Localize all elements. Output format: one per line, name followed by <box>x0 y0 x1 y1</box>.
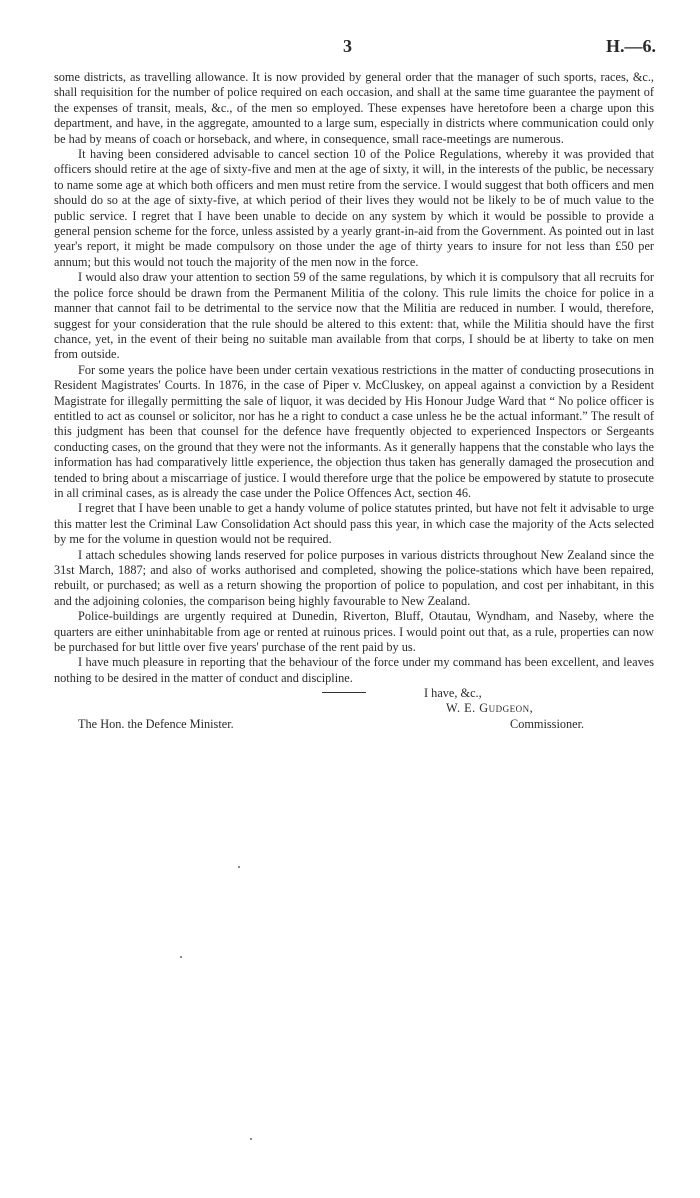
paragraph-behaviour: I have much pleasure in reporting that the behaviour of the force under my command has been excellent, and leaves nothing to be desired in the matter of conduct and discipline. <box>54 655 654 685</box>
report-body <box>54 70 654 748</box>
end-rule <box>322 692 366 693</box>
paragraph-schedules: I attach schedules showing lands reserved for police purposes in various districts throughout New Zealand since the 31st March, 1887; and also of works authorised and completed, showing the police-stations which have been repaired, rebuilt, or purchased; as well as a return showing the proportion of police to population, and cost per inhabitant, in this and the adjoining colonies, the comparison being highly favourable to New Zealand. <box>54 547 654 608</box>
scan-speck <box>238 866 240 868</box>
scan-speck <box>250 1138 252 1140</box>
paragraph-militia-recruits: I would also draw your attention to section 59 of the same regulations, by which it is compulsory that all recruits for the police force should be drawn from the Permanent Militia of the colony. This rule limits the choice for police in a manner that cannot fail to be detrimental to the service now that the Militia are reduced in number. I would, therefore, suggest for your consideration that the rule should be altered to this extent: that, while the Militia should have the first chance, yet, in the event of their being no suitable man available from that corps, I should be at liberty to take on men from outside. <box>54 270 654 362</box>
paragraph-police-statutes: I regret that I have been unable to get a handy volume of police statutes printed, but have not felt it advisable to urge this matter lest the Criminal Law Consolidation Act should pass this year, in which case the majority of the Acts selected by me for the volume in question would not be required. <box>54 501 654 547</box>
letter-closing <box>54 686 654 748</box>
paragraph-travelling-allowance: some districts, as travelling allowance. It is now provided by general order that the manager of such sports, races, &c., shall requisition for the number of police required on each occasion, and shall at the same time guarantee the payment of the expenses of transit, meals, &c., of the men so employed. These expenses have heretofore been a charge upon this department, and have, in the aggregate, amounted to a large sum, especially in districts where communication could only be had by means of coach or horseback, and where, in consequence, small race-meetings are numerous. <box>54 70 654 146</box>
document-reference: H.—6. <box>605 36 656 56</box>
page-header <box>0 36 700 60</box>
salutation: I have, &c., <box>424 686 482 701</box>
scan-speck <box>180 956 182 958</box>
paragraph-prosecutions: For some years the police have been under certain vexatious restrictions in the matter of conducting prosecutions in Resident Magistrates' Courts. In 1876, in the case of Piper v. McCluskey, on appeal against a conviction by a Resident Magistrate for illegally permitting the sale of liquor, it was decided by His Honour Judge Ward that “ No police officer is entitled to act as counsel or solicitor, nor has he a right to conduct a case unless he be the actual informant.” The result of this judgment has been that counsel for the defence have frequently objected to experienced Inspectors or Sergeants conducting cases, on the ground that they were not the informants. As it generally happens that the constable who lays the information has had comparatively little experience, the objection thus taken has generally damaged the prosecution and tended to bring about a miscarriage of justice. I would therefore urge that the police be empowered by statute to prosecute in all criminal cases, as is already the case under the Police Offences Act, section 46. <box>54 362 654 500</box>
paragraph-police-buildings: Police-buildings are urgently required at Dunedin, Riverton, Bluff, Otautau, Wyndham, and Naseby, where the quarters are either uninhabitable from age or rented at ruinous prices. I would point out that, as a rule, properties can now be purchased for but little over five years' purchase of the rent paid by us. <box>54 609 654 655</box>
paragraph-retirement-age: It having been considered advisable to cancel section 10 of the Police Regulations, whereby it was provided that officers should retire at the age of sixty-five and men at the age of sixty, it will, in the interests of the public, be necessary to name some age at which both officers and men must retire from the service. I would suggest that both officers and men should do so at the age of sixty-five, at which period of their lives they would not be likely to be of much value to the public service. I regret that I have been unable to decide on any system by which it would be possible to provide a general pension scheme for the force, unless assisted by a yearly grant-in-aid from the Government. As pointed out in last year's report, it might be made compulsory on those under the age of thirty years to insure for not less than £50 per annum; but this would not touch the majority of the men now in the force. <box>54 147 654 269</box>
addressee: The Hon. the Defence Minister. <box>78 717 234 732</box>
signature: W. E. Gudgeon, <box>446 701 534 716</box>
page-number: 3 <box>343 36 352 56</box>
signatory-title: Commissioner. <box>510 717 585 732</box>
